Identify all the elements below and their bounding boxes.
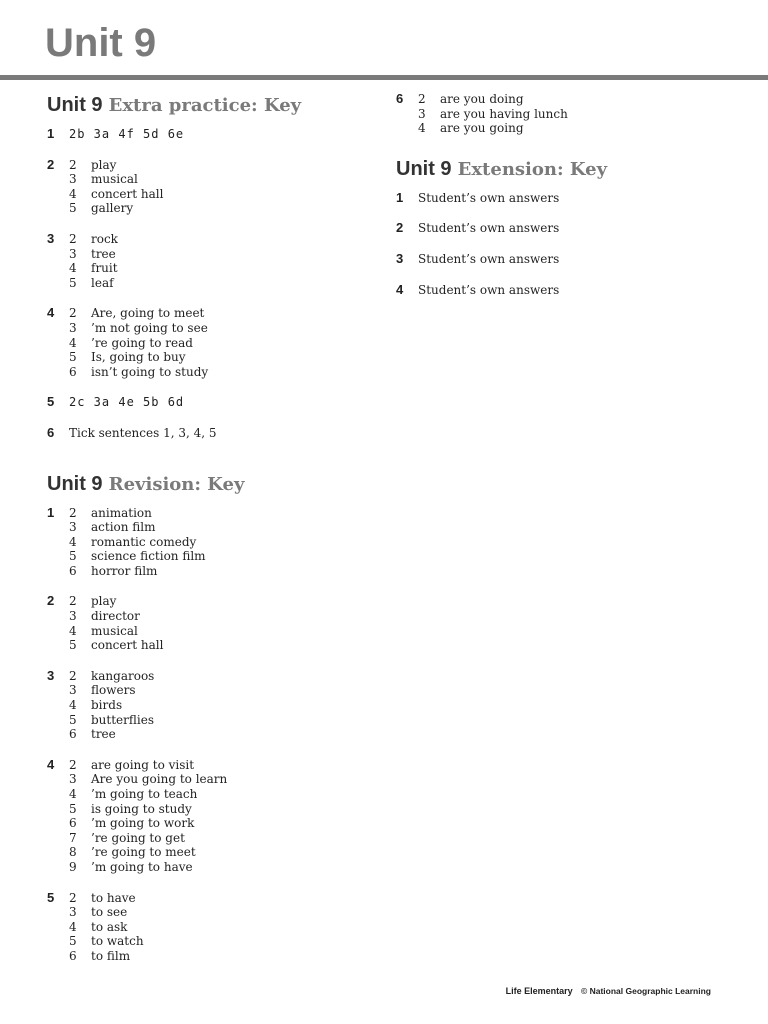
item-text: are going to visit <box>91 757 195 772</box>
question-number: 1 <box>47 504 55 520</box>
answer-item <box>69 261 367 276</box>
item-text: ’m not going to see <box>91 320 208 335</box>
item-number: 5 <box>69 801 77 816</box>
item-number: 4 <box>69 698 77 713</box>
item-text: flowers <box>91 683 136 698</box>
item-text: animation <box>91 505 152 520</box>
question-number: 4 <box>47 756 55 772</box>
answer-item <box>69 713 367 728</box>
item-number: 4 <box>69 623 77 638</box>
answer-item <box>69 758 367 773</box>
question-number: 5 <box>47 889 55 905</box>
answer-text: 2c 3a 4e 5b 6d <box>69 395 185 410</box>
item-number: 6 <box>69 563 77 578</box>
answer-item <box>69 172 367 187</box>
item-text: ’re going to read <box>91 335 193 350</box>
answer-text: Tick sentences 1, 3, 4, 5 <box>69 425 217 440</box>
item-number: 2 <box>69 594 77 609</box>
item-text: concert hall <box>91 638 164 653</box>
item-text: to see <box>91 905 128 920</box>
answer-item <box>69 609 367 624</box>
item-text: fruit <box>91 261 118 276</box>
answer-item <box>69 336 367 351</box>
answer-item <box>69 683 367 698</box>
item-text: action film <box>91 520 156 535</box>
answer-list <box>69 232 367 290</box>
item-number: 4 <box>69 261 77 276</box>
answer-item <box>69 934 367 949</box>
question-6-continued <box>396 92 736 136</box>
answer-item <box>69 816 367 831</box>
question-number: 3 <box>396 250 404 266</box>
item-text: kangaroos <box>91 668 155 683</box>
answer-item <box>69 520 367 535</box>
answer-list <box>69 306 367 379</box>
section-unit: Unit 9 <box>47 472 103 495</box>
question-1 <box>47 127 367 142</box>
answer-item <box>69 845 367 860</box>
item-number: 2 <box>69 306 77 321</box>
item-number: 3 <box>69 172 77 187</box>
question-number: 4 <box>396 281 404 297</box>
answer-item <box>69 891 367 906</box>
answer-item <box>418 121 736 136</box>
item-text: are you doing <box>440 92 524 106</box>
section-title-revision <box>47 471 367 498</box>
item-number: 6 <box>69 816 77 831</box>
question-number: 2 <box>47 593 55 609</box>
answer-item <box>69 669 367 684</box>
answer-text: Student’s own answers <box>418 282 560 297</box>
section-unit: Unit 9 <box>396 157 452 180</box>
question-number: 3 <box>47 667 55 683</box>
item-text: to watch <box>91 934 144 949</box>
item-text: butterflies <box>91 712 154 727</box>
section-title-extra-practice <box>47 92 367 119</box>
answer-item <box>69 158 367 173</box>
item-text: horror film <box>91 563 158 578</box>
answer-text: Student’s own answers <box>418 190 560 205</box>
item-text: to ask <box>91 919 128 934</box>
answer-item <box>69 232 367 247</box>
item-number: 6 <box>69 364 77 379</box>
item-number: 2 <box>69 231 77 246</box>
item-number: 5 <box>69 275 77 290</box>
item-number: 6 <box>69 727 77 742</box>
revision-question-1 <box>47 506 367 579</box>
answer-text: Student’s own answers <box>418 221 560 236</box>
question-2 <box>47 158 367 216</box>
item-number: 3 <box>69 683 77 698</box>
answer-item <box>69 698 367 713</box>
question-number: 6 <box>396 91 404 106</box>
extension-question-1 <box>396 191 736 206</box>
answer-item <box>418 107 736 122</box>
item-text: to have <box>91 890 136 905</box>
right-column <box>396 92 736 313</box>
answer-item <box>69 624 367 639</box>
item-text: are you having lunch <box>440 106 568 121</box>
item-text: birds <box>91 698 123 713</box>
answer-item <box>69 535 367 550</box>
item-number: 8 <box>69 845 77 860</box>
item-number: 5 <box>69 712 77 727</box>
extension-question-4 <box>396 283 736 298</box>
item-number: 5 <box>69 638 77 653</box>
item-text: to film <box>91 948 131 963</box>
answer-text: Student’s own answers <box>418 251 560 266</box>
item-number: 4 <box>418 121 426 136</box>
item-text: ’re going to meet <box>91 845 196 860</box>
item-number: 2 <box>69 757 77 772</box>
item-text: ’m going to have <box>91 859 193 874</box>
item-number: 2 <box>69 505 77 520</box>
item-number: 4 <box>69 534 77 549</box>
item-text: play <box>91 157 117 172</box>
footer <box>506 986 711 996</box>
item-text: isn’t going to study <box>91 364 209 379</box>
answer-item <box>69 187 367 202</box>
item-number: 4 <box>69 787 77 801</box>
answer-list <box>69 158 367 216</box>
question-number: 1 <box>47 126 55 141</box>
item-text: director <box>91 609 140 624</box>
item-text: musical <box>91 623 138 638</box>
question-3 <box>47 232 367 290</box>
answer-item <box>69 787 367 802</box>
item-text: musical <box>91 172 138 187</box>
answer-item <box>69 920 367 935</box>
item-text: play <box>91 594 117 609</box>
question-number: 1 <box>396 189 404 205</box>
item-number: 4 <box>69 919 77 934</box>
answer-item <box>69 365 367 380</box>
answer-item <box>418 92 736 107</box>
item-number: 3 <box>69 905 77 920</box>
item-number: 5 <box>69 549 77 564</box>
question-5 <box>47 395 367 410</box>
question-number: 2 <box>47 156 55 172</box>
answer-item <box>69 549 367 564</box>
answer-item <box>69 564 367 579</box>
item-number: 3 <box>69 520 77 535</box>
item-number: 4 <box>69 186 77 201</box>
item-text: are you going <box>440 121 524 136</box>
item-number: 2 <box>69 890 77 905</box>
item-number: 6 <box>69 948 77 963</box>
question-number: 4 <box>47 305 55 321</box>
answer-item <box>69 905 367 920</box>
answer-item <box>69 306 367 321</box>
item-text: Is, going to buy <box>91 350 186 365</box>
answer-item <box>69 201 367 216</box>
revision-question-2 <box>47 594 367 652</box>
item-text: is going to study <box>91 801 192 816</box>
section-name: Extra practice: Key <box>108 95 302 116</box>
item-number: 9 <box>69 859 77 874</box>
item-number: 7 <box>69 830 77 845</box>
item-number: 3 <box>69 320 77 335</box>
question-6 <box>47 426 367 441</box>
answer-list <box>69 891 367 964</box>
revision-question-4 <box>47 758 367 875</box>
extension-question-2 <box>396 221 736 236</box>
footer-book-title: Life Elementary <box>505 986 573 996</box>
item-number: 5 <box>69 201 77 216</box>
item-text: leaf <box>91 275 114 290</box>
item-text: science fiction film <box>91 549 206 564</box>
answer-item <box>69 772 367 787</box>
item-number: 3 <box>69 246 77 261</box>
item-number: 2 <box>69 668 77 683</box>
item-text: Are you going to learn <box>91 772 228 787</box>
answer-list <box>69 758 367 875</box>
question-number: 6 <box>47 424 55 440</box>
page-title: Unit 9 <box>45 21 157 65</box>
section-name: Extension: Key <box>457 158 608 180</box>
footer-copyright: © National Geographic Learning <box>580 986 711 996</box>
item-text: gallery <box>91 201 134 216</box>
answer-item <box>69 594 367 609</box>
answer-list <box>69 669 367 742</box>
item-number: 2 <box>69 157 77 172</box>
section-unit: Unit 9 <box>47 94 103 116</box>
answer-item <box>69 638 367 653</box>
section-title-extension <box>396 156 736 183</box>
answer-item <box>69 727 367 742</box>
answer-item <box>69 350 367 365</box>
item-text: ’m going to teach <box>91 787 198 801</box>
item-text: Are, going to meet <box>91 306 205 321</box>
answer-list <box>418 92 736 136</box>
item-number: 5 <box>69 934 77 949</box>
item-number: 3 <box>69 772 77 787</box>
revision-question-3 <box>47 669 367 742</box>
question-number: 2 <box>396 220 404 236</box>
header-rule <box>0 75 768 80</box>
answer-text: 2b 3a 4f 5d 6e <box>69 127 185 141</box>
item-number: 3 <box>69 609 77 624</box>
left-column <box>47 92 367 980</box>
answer-item <box>69 831 367 846</box>
item-text: concert hall <box>91 186 164 201</box>
answer-item <box>69 276 367 291</box>
answer-item <box>69 860 367 875</box>
item-number: 3 <box>418 106 426 121</box>
item-text: romantic comedy <box>91 534 197 549</box>
question-4 <box>47 306 367 379</box>
answer-item <box>69 506 367 521</box>
answer-item <box>69 321 367 336</box>
item-text: ’m going to work <box>91 816 195 831</box>
question-number: 3 <box>47 230 55 246</box>
question-number: 5 <box>47 394 55 410</box>
section-name: Revision: Key <box>108 473 245 495</box>
answer-item <box>69 949 367 964</box>
answer-item <box>69 247 367 262</box>
revision-question-5 <box>47 891 367 964</box>
extension-question-3 <box>396 252 736 267</box>
item-number: 4 <box>69 335 77 350</box>
answer-list <box>69 594 367 652</box>
item-number: 2 <box>418 92 426 106</box>
answer-list <box>69 506 367 579</box>
answer-item <box>69 802 367 817</box>
item-text: rock <box>91 231 118 246</box>
item-text: ’re going to get <box>91 830 185 845</box>
item-number: 5 <box>69 350 77 365</box>
item-text: tree <box>91 246 116 261</box>
item-text: tree <box>91 727 116 742</box>
